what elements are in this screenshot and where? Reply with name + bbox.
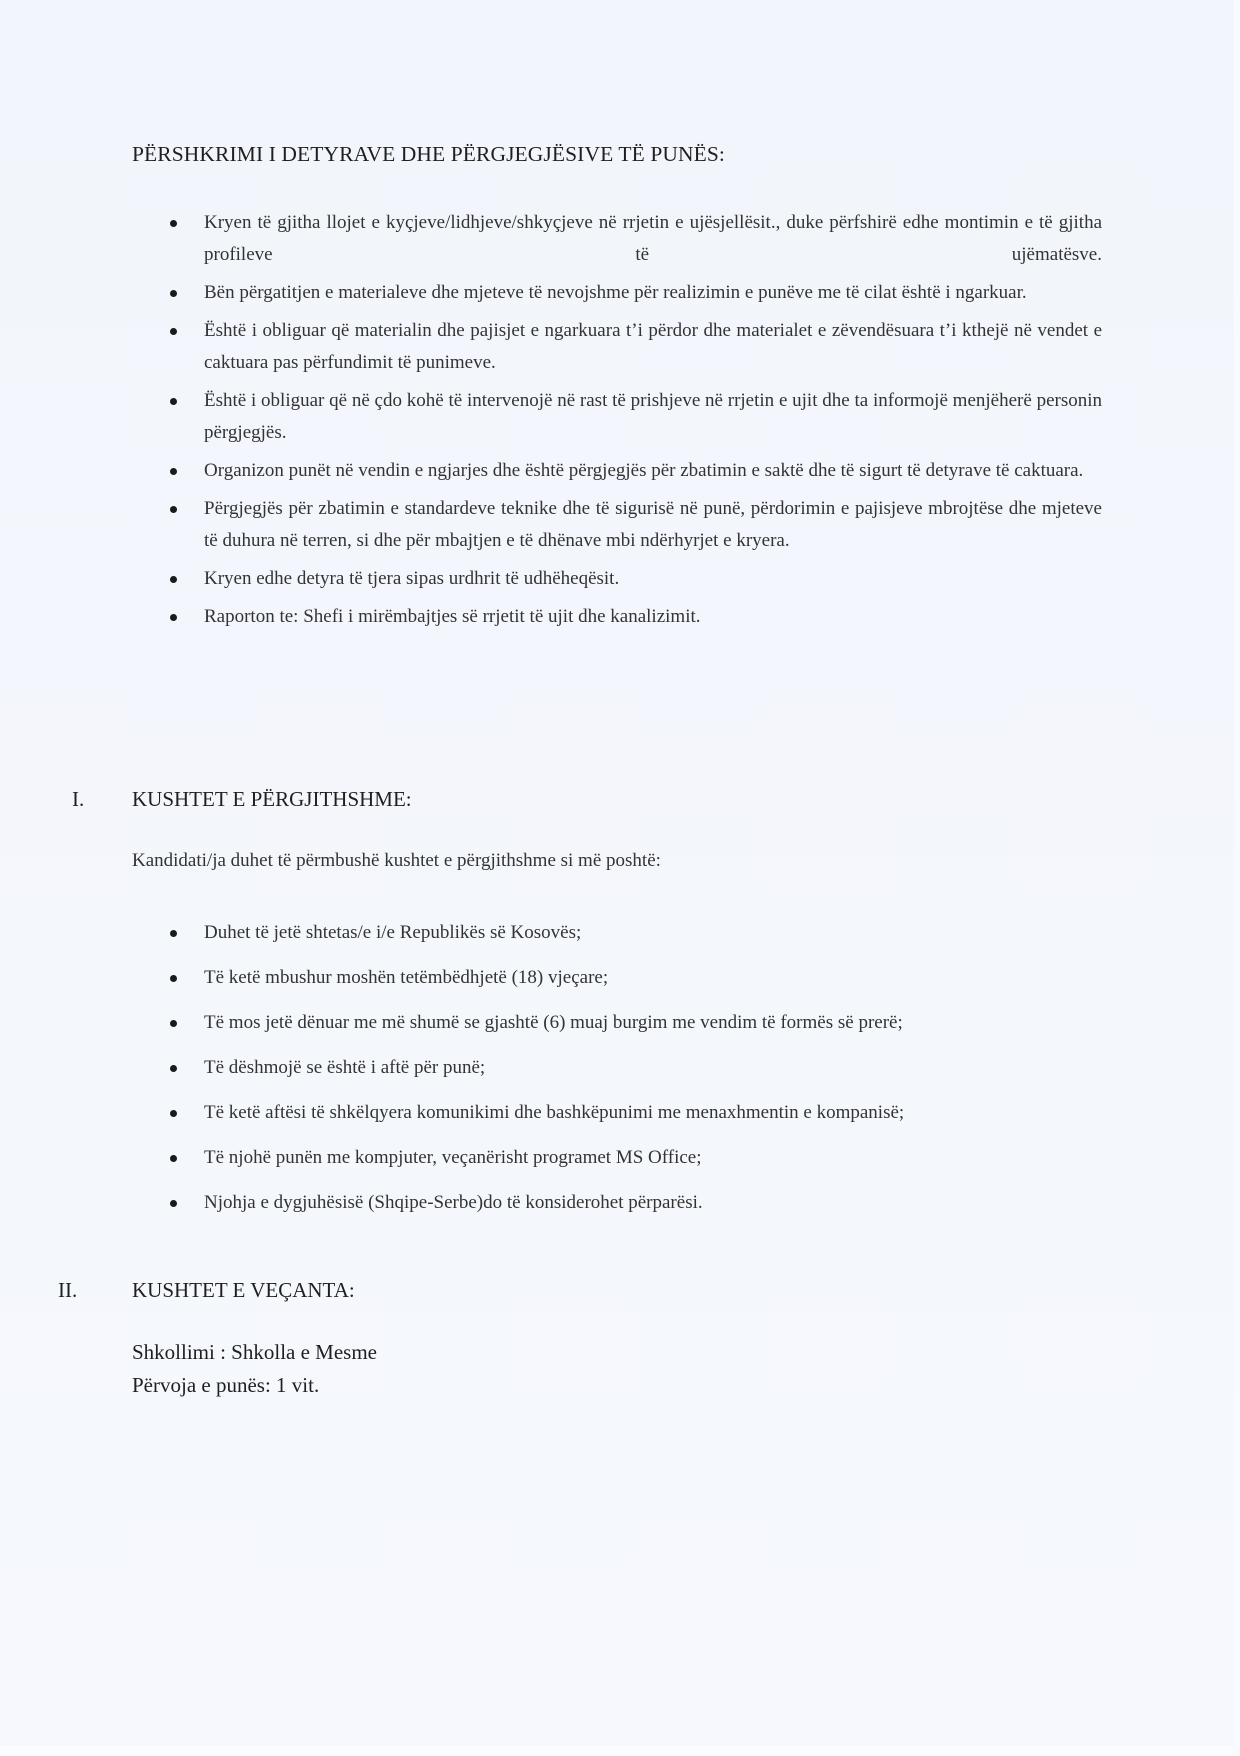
condition-item <box>170 1007 1102 1039</box>
bullet-icon <box>170 1020 177 1027</box>
condition-item <box>170 962 1102 994</box>
bullet-icon <box>170 1110 177 1117</box>
condition-text: Të ketë mbushur moshën tetëmbëdhjetë (18) vjeçare; <box>204 967 609 988</box>
scan-edge-bottom <box>0 1746 1240 1756</box>
condition-item <box>170 1142 1102 1174</box>
bullet-icon <box>170 576 177 583</box>
condition-text: Njohja e dygjuhësisë (Shqipe-Serbe)do të konsiderohet përparësi. <box>204 1192 703 1213</box>
duties-heading: PËRSHKRIMI I DETYRAVE DHE PËRGJEGJËSIVE TË PUNËS: <box>132 142 726 166</box>
scan-edge-right <box>1234 0 1240 1756</box>
condition-text: Të dëshmojë se është i aftë për punë; <box>204 1057 486 1078</box>
section-1-heading: KUSHTET E PËRGJITHSHME: <box>132 787 412 811</box>
bullet-icon <box>170 468 177 475</box>
education-requirement: Shkollimi : Shkolla e Mesme <box>132 1340 377 1364</box>
section-1-intro: Kandidati/ja duhet të përmbushë kushtet e përgjithshme si më poshtë: <box>132 850 661 871</box>
condition-item <box>170 1187 1102 1219</box>
bullet-icon <box>170 506 177 513</box>
duty-item <box>170 563 1102 595</box>
bullet-icon <box>170 328 177 335</box>
bullet-icon <box>170 1065 177 1072</box>
duty-text: Është i obliguar që në çdo kohë të intervenojë në rast të prishjeve në rrjetin e ujit dhe ta informojë menjëherë personin përgjegjës. <box>204 390 1102 443</box>
bullet-icon <box>170 930 177 937</box>
section-2-heading: KUSHTET E VEÇANTA: <box>132 1278 355 1302</box>
condition-item <box>170 1097 1102 1129</box>
bullet-icon <box>170 1155 177 1162</box>
duty-item <box>170 315 1102 379</box>
section-1-number: I. <box>72 787 85 811</box>
duty-item <box>170 207 1102 271</box>
duty-text: Përgjegjës për zbatimin e standardeve teknike dhe të sigurisë në punë, përdorimin e pajisjeve mbrojtëse dhe mjeteve të duhura në terren, si dhe për mbajtjen e të dhënave mbi ndërhyrjet e kryera. <box>204 498 1102 551</box>
duty-text: Raporton te: Shefi i mirëmbajtjes së rrjetit të ujit dhe kanalizimit. <box>204 606 701 627</box>
experience-requirement: Përvoja e punës: 1 vit. <box>132 1373 320 1397</box>
condition-item <box>170 917 1102 949</box>
duty-item <box>170 277 1102 309</box>
condition-text: Duhet të jetë shtetas/e i/e Republikës së Kosovës; <box>204 922 582 943</box>
duty-item <box>170 601 1102 633</box>
duty-text: Bën përgatitjen e materialeve dhe mjeteve të nevojshme për realizimin e punëve me të cilat është i ngarkuar. <box>204 282 1027 303</box>
duty-text: Është i obliguar që materialin dhe pajisjet e ngarkuara t’i përdor dhe materialet e zëvendësuara t’i kthejë në vendet e caktuara pas përfundimit të punimeve. <box>204 320 1102 373</box>
duty-text: Kryen të gjitha llojet e kyçjeve/lidhjeve/shkyçjeve në rrjetin e ujësjellësit., duke përfshirë edhe montimin e të gjitha profileve të ujëmatësve. <box>204 212 1102 265</box>
duty-item <box>170 385 1102 449</box>
bullet-icon <box>170 614 177 621</box>
condition-item <box>170 1052 1102 1084</box>
duty-item <box>170 455 1102 487</box>
duty-text: Organizon punët në vendin e ngjarjes dhe është përgjegjës për zbatimin e saktë dhe të sigurt të detyrave të caktuara. <box>204 460 1084 481</box>
condition-text: Të ketë aftësi të shkëlqyera komunikimi dhe bashkëpunimi me menaxhmentin e kompanisë; <box>204 1102 905 1123</box>
bullet-icon <box>170 1200 177 1207</box>
bullet-icon <box>170 398 177 405</box>
bullet-icon <box>170 290 177 297</box>
duty-item <box>170 493 1102 557</box>
general-conditions-list <box>170 917 1102 1232</box>
bullet-icon <box>170 975 177 982</box>
bullet-icon <box>170 220 177 227</box>
condition-text: Të njohë punën me kompjuter, veçanërisht programet MS Office; <box>204 1147 702 1168</box>
condition-text: Të mos jetë dënuar me më shumë se gjashtë (6) muaj burgim me vendim të formës së prerë; <box>204 1012 903 1033</box>
section-2-number: II. <box>58 1278 78 1302</box>
duty-text: Kryen edhe detyra të tjera sipas urdhrit të udhëheqësit. <box>204 568 620 589</box>
duties-list <box>170 207 1102 639</box>
